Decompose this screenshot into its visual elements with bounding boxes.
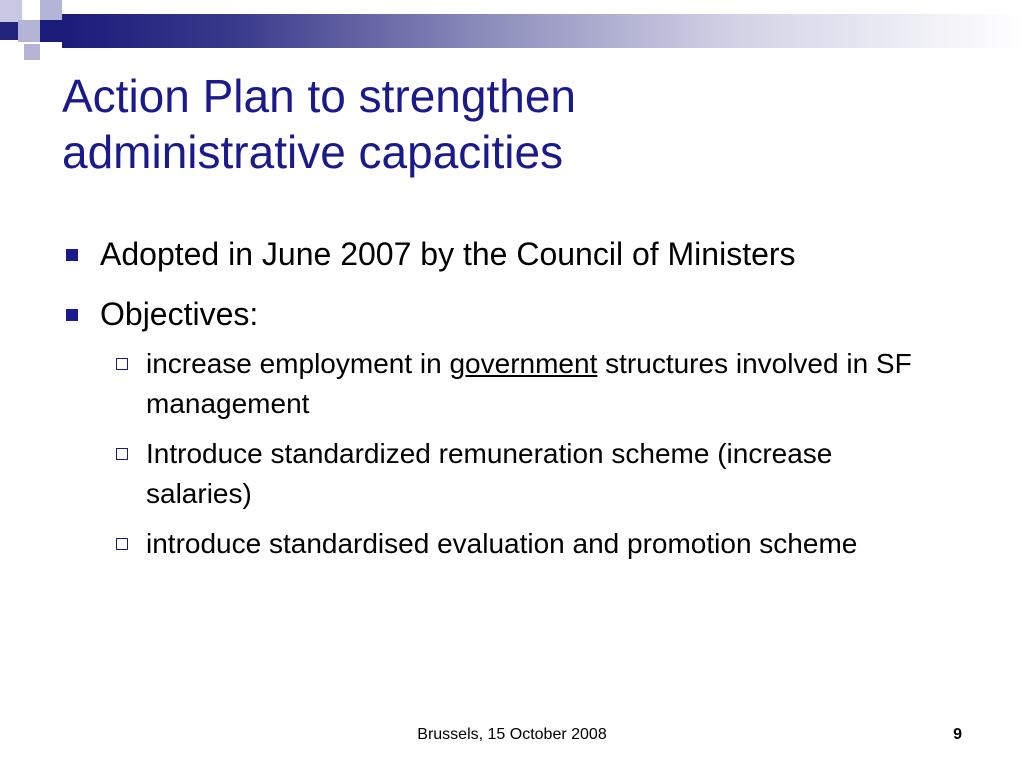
header-square-light-1 <box>0 0 22 22</box>
sub-bullet-remuneration <box>64 434 944 514</box>
header-gradient-bar <box>62 14 1024 48</box>
hollow-square-bullet-icon <box>116 448 128 460</box>
header-square-light-3 <box>18 20 40 42</box>
header-square-white-1 <box>22 0 40 18</box>
header-square-light-2 <box>40 0 62 20</box>
bullet-item-adopted <box>64 232 944 276</box>
government-link[interactable]: government <box>449 348 598 379</box>
slide-title-line-1: Action Plan to strengthen <box>62 70 576 122</box>
footer-date: Brussels, 15 October 2008 <box>417 726 607 743</box>
bullet-list <box>64 232 944 580</box>
objectives-sublist <box>64 344 944 564</box>
sub-bullet-text: Introduce standardized remuneration scheme (increase salaries) <box>146 438 833 509</box>
square-bullet-icon <box>66 249 78 261</box>
bullet-text: Adopted in June 2007 by the Council of Ministers <box>100 236 796 272</box>
bullet-item-objectives <box>64 292 944 564</box>
page-number: 9 <box>953 726 962 743</box>
header-square-dark-2 <box>40 20 62 42</box>
sub-bullet-evaluation <box>64 524 944 564</box>
slide-title-line-2: administrative capacities <box>62 126 564 178</box>
sub-bullet-text-end: structures involved in SF management <box>146 348 912 419</box>
header-square-dark-1 <box>0 22 18 40</box>
hollow-square-bullet-icon <box>116 358 128 370</box>
slide-title <box>62 68 962 180</box>
hollow-square-bullet-icon <box>116 538 128 550</box>
square-bullet-icon <box>66 309 78 321</box>
header-square-light-4 <box>24 44 40 60</box>
sub-bullet-employment <box>64 344 944 424</box>
bullet-text: Objectives: <box>100 296 259 332</box>
sub-bullet-text: introduce standardised evaluation and promotion scheme <box>146 528 858 559</box>
sub-bullet-text-start: increase employment in <box>146 348 450 379</box>
